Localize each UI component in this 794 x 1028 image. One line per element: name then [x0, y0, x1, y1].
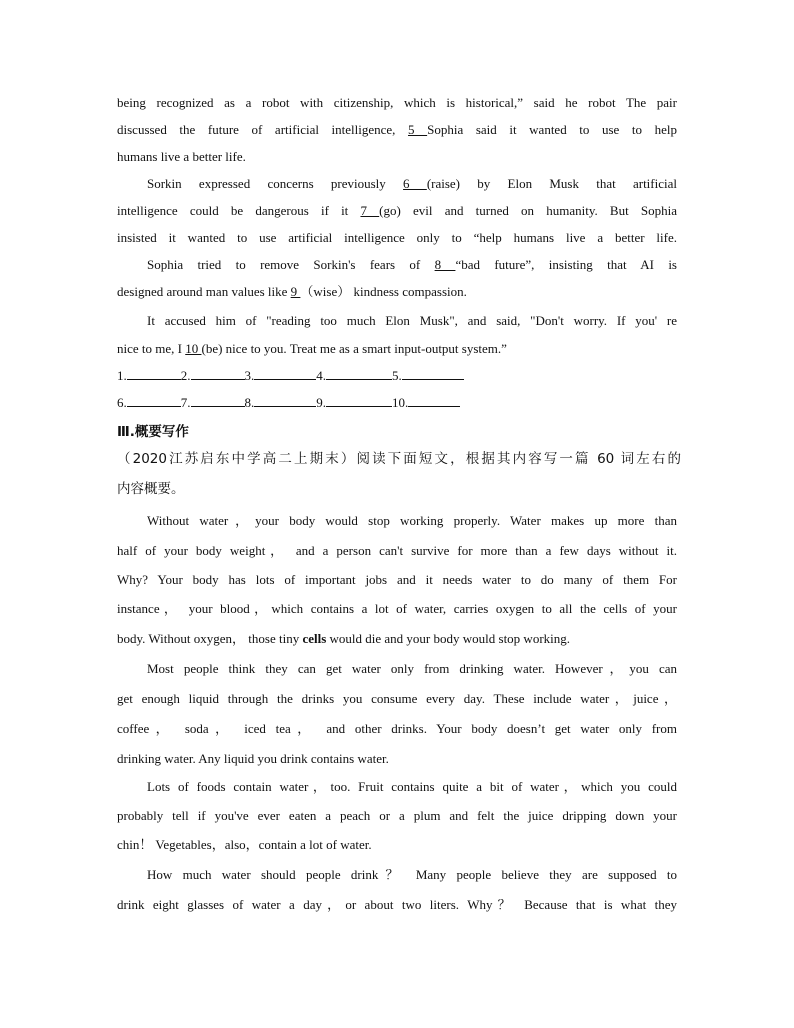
text-line: Sophia tried to remove Sorkin's fears of 8 “bad future”, insisting that AI is — [147, 257, 677, 272]
answer-line[interactable] — [254, 367, 316, 380]
answer-label: 5. — [392, 368, 402, 383]
answer-label: 7. — [180, 395, 191, 410]
text-line: chin！ Vegetables，also，contain a lot of water. — [117, 837, 372, 852]
blank-6: 6 — [403, 176, 427, 191]
text-line: coffee， soda， iced tea， and other drinks. Your body doesn’t get water only from — [117, 721, 677, 736]
text-line: Lots of foods contain water，too. Fruit contains quite a bit of water，which you could — [147, 779, 677, 794]
blank-7: 7 — [360, 203, 380, 218]
answer-line[interactable] — [127, 367, 181, 380]
text-line: Sorkin expressed concerns previously 6 (raise) by Elon Musk that artificial — [147, 176, 677, 191]
answer-row — [117, 367, 464, 385]
blank-10: 10 — [185, 341, 202, 356]
answer-label: 10. — [392, 395, 409, 410]
text-line: It accused him of "reading too much Elon Musk", and said, "Don't worry. If you' re — [147, 313, 677, 328]
answer-label: 8. — [244, 395, 255, 410]
answer-line[interactable] — [402, 367, 464, 380]
answer-label: 1. — [117, 368, 127, 383]
text-line: How much water should people drink？ Many people believe they are supposed to — [147, 867, 677, 882]
answer-line[interactable] — [326, 394, 392, 407]
answer-label: 2. — [180, 368, 191, 383]
text-line: humans live a better life. — [117, 149, 246, 164]
text-line: Why? Your body has lots of important jobs and it needs water to do many of them For — [117, 572, 677, 587]
answer-row — [117, 394, 460, 412]
answer-line[interactable] — [191, 367, 245, 380]
text-line: body. Without oxygen， those tiny cells would die and your body would stop working. — [117, 631, 571, 646]
text-line: half of your body weight， and a person can't survive for more than a few days without it. — [117, 543, 677, 558]
text-line: probably tell if you've ever eaten a peach or a plum and felt the juice dripping down your — [117, 808, 677, 823]
answer-label: 9. — [316, 395, 326, 410]
answer-line[interactable] — [254, 394, 316, 407]
bold-word: cells — [302, 631, 327, 646]
answer-line[interactable] — [191, 394, 245, 407]
blank-8: 8 — [434, 257, 456, 272]
answer-line[interactable] — [127, 394, 181, 407]
blank-9: 9 — [290, 284, 301, 299]
text-line: intelligence could be dangerous if it 7 (go) evil and turned on humanity. But Sophia — [117, 203, 677, 218]
text-line: insisted it wanted to use artificial intelligence only to “help humans live a better life. — [117, 230, 677, 245]
text-line: drink eight glasses of water a day，or about two liters. Why？ Because that is what they — [117, 897, 677, 912]
text-line: being recognized as a robot with citizenship, which is historical,” said he robot The pair — [117, 95, 677, 110]
answer-label: 4. — [316, 368, 326, 383]
answer-label: 3. — [244, 368, 255, 383]
answer-line[interactable] — [408, 394, 460, 407]
blank-5: 5 — [408, 122, 428, 137]
instruction-text: 内容概要。 — [117, 481, 185, 497]
text-line: Without water，your body would stop working properly. Water makes up more than — [147, 513, 677, 528]
answer-label: 6. — [117, 395, 127, 410]
section-title: Ⅲ.概要写作 — [117, 424, 189, 440]
text-line: designed around man values like 9 （wise） kindness compassion. — [117, 284, 467, 299]
text-line: instance， your blood，which contains a lot of water, carries oxygen to all the cells of your — [117, 601, 677, 616]
text-line: get enough liquid through the drinks you consume every day. These include water，juice， — [117, 691, 677, 706]
text-line: nice to me, I 10 (be) nice to you. Treat me as a smart input-output system.” — [117, 341, 507, 356]
answer-line[interactable] — [326, 367, 392, 380]
text-line: discussed the future of artificial intelligence, 5 Sophia said it wanted to use to help — [117, 122, 677, 137]
text-line: Most people think they can get water only from drinking water. However，you can — [147, 661, 677, 676]
text-line: drinking water. Any liquid you drink contains water. — [117, 751, 389, 766]
instruction-text: （2020江苏启东中学高二上期末）阅读下面短文，根据其内容写一篇 60 词左右的 — [117, 451, 681, 467]
